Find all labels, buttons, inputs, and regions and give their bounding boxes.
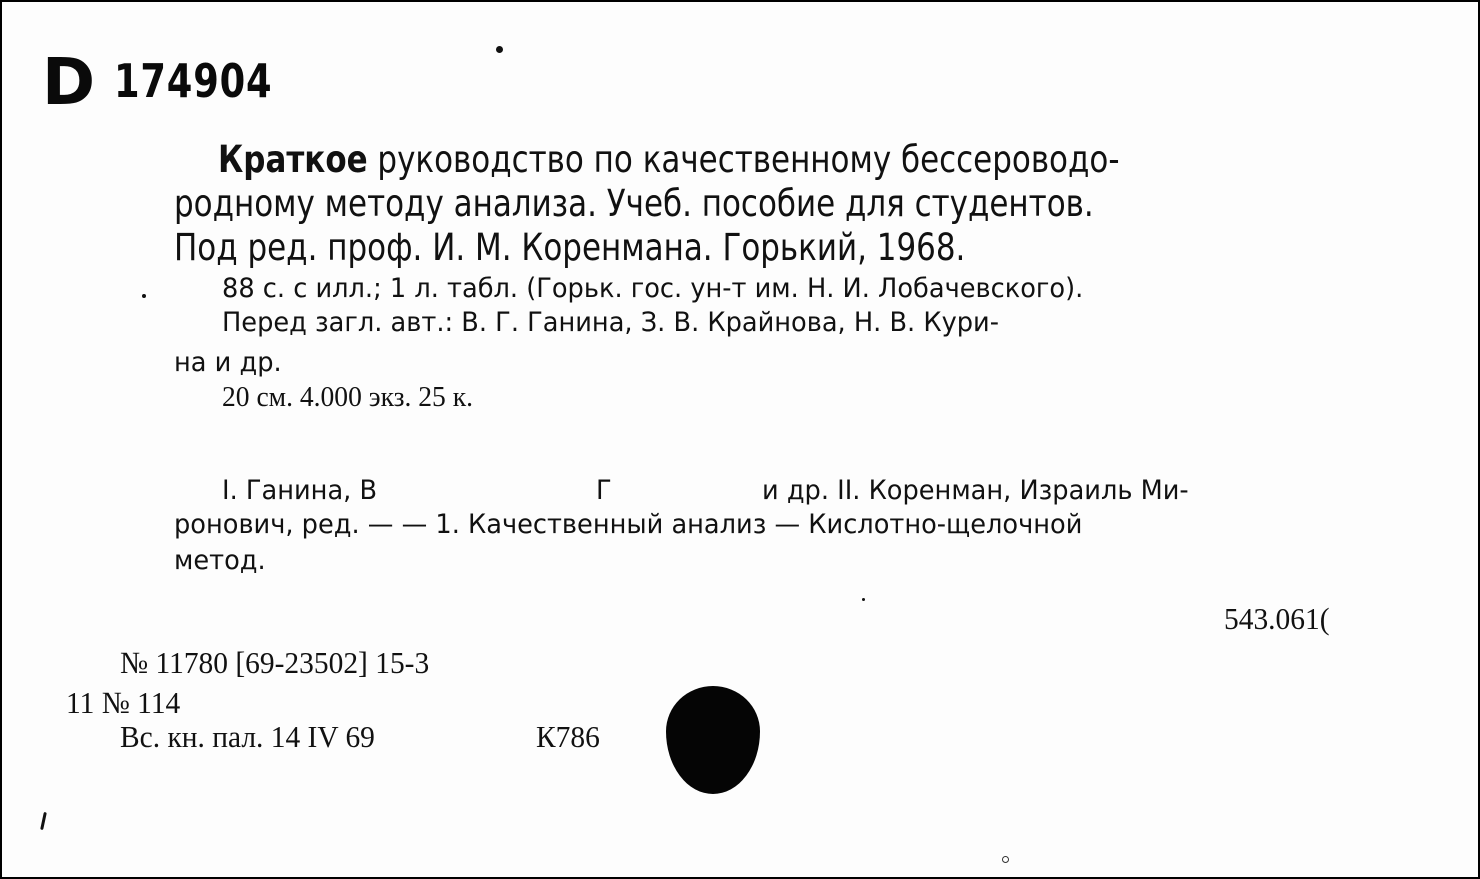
accession-number: 174904 (114, 54, 273, 108)
tracing-line-3: метод. (174, 545, 266, 576)
registration-line-3b: К786 (536, 719, 600, 754)
title-line-1-rest: руководство по качественному бессероводо- (367, 138, 1120, 181)
registration-line-3a: Вс. кн. пал. 14 IV 69 (120, 719, 375, 754)
corner-mark (40, 812, 47, 830)
title-line-1 (218, 138, 1120, 182)
desc-line-2: Перед загл. авт.: В. Г. Ганина, З. В. Крайнова, Н. В. Кури- (222, 307, 999, 338)
registration-line-2: 11 № 114 (66, 685, 181, 720)
bullet-dot (142, 294, 146, 298)
title-line-2: родному методу анализа. Учеб. пособие для студентов. (174, 182, 1094, 225)
title-line-3: Под ред. проф. И. М. Коренмана. Горький, 1968. (174, 226, 966, 269)
tracing-line-1c: и др. II. Коренман, Израиль Ми- (762, 475, 1189, 506)
accession-letter: D (42, 46, 97, 120)
classification-number: 543.061( (1224, 601, 1330, 636)
desc-line-1: 88 с. с илл.; 1 л. табл. (Горьк. гос. ун-т им. Н. И. Лобачевского). (222, 273, 1084, 304)
registration-line-1: № 11780 [69-23502] 15-3 (120, 645, 430, 680)
desc-line-4: 20 см. 4.000 экз. 25 к. (222, 381, 473, 413)
stray-dot (862, 598, 865, 601)
tracing-line-2: ронович, ред. — — 1. Качественный анализ — Кислотно-щелочной (174, 509, 1083, 540)
tracing-line-1b: Г (596, 475, 612, 506)
title-lead-word: Краткое (218, 138, 368, 181)
ink-dot (496, 46, 503, 53)
bottom-dot (1002, 856, 1009, 863)
desc-line-3: на и др. (174, 347, 282, 378)
punch-hole (666, 686, 760, 794)
tracing-line-1a: I. Ганина, В (222, 475, 378, 506)
